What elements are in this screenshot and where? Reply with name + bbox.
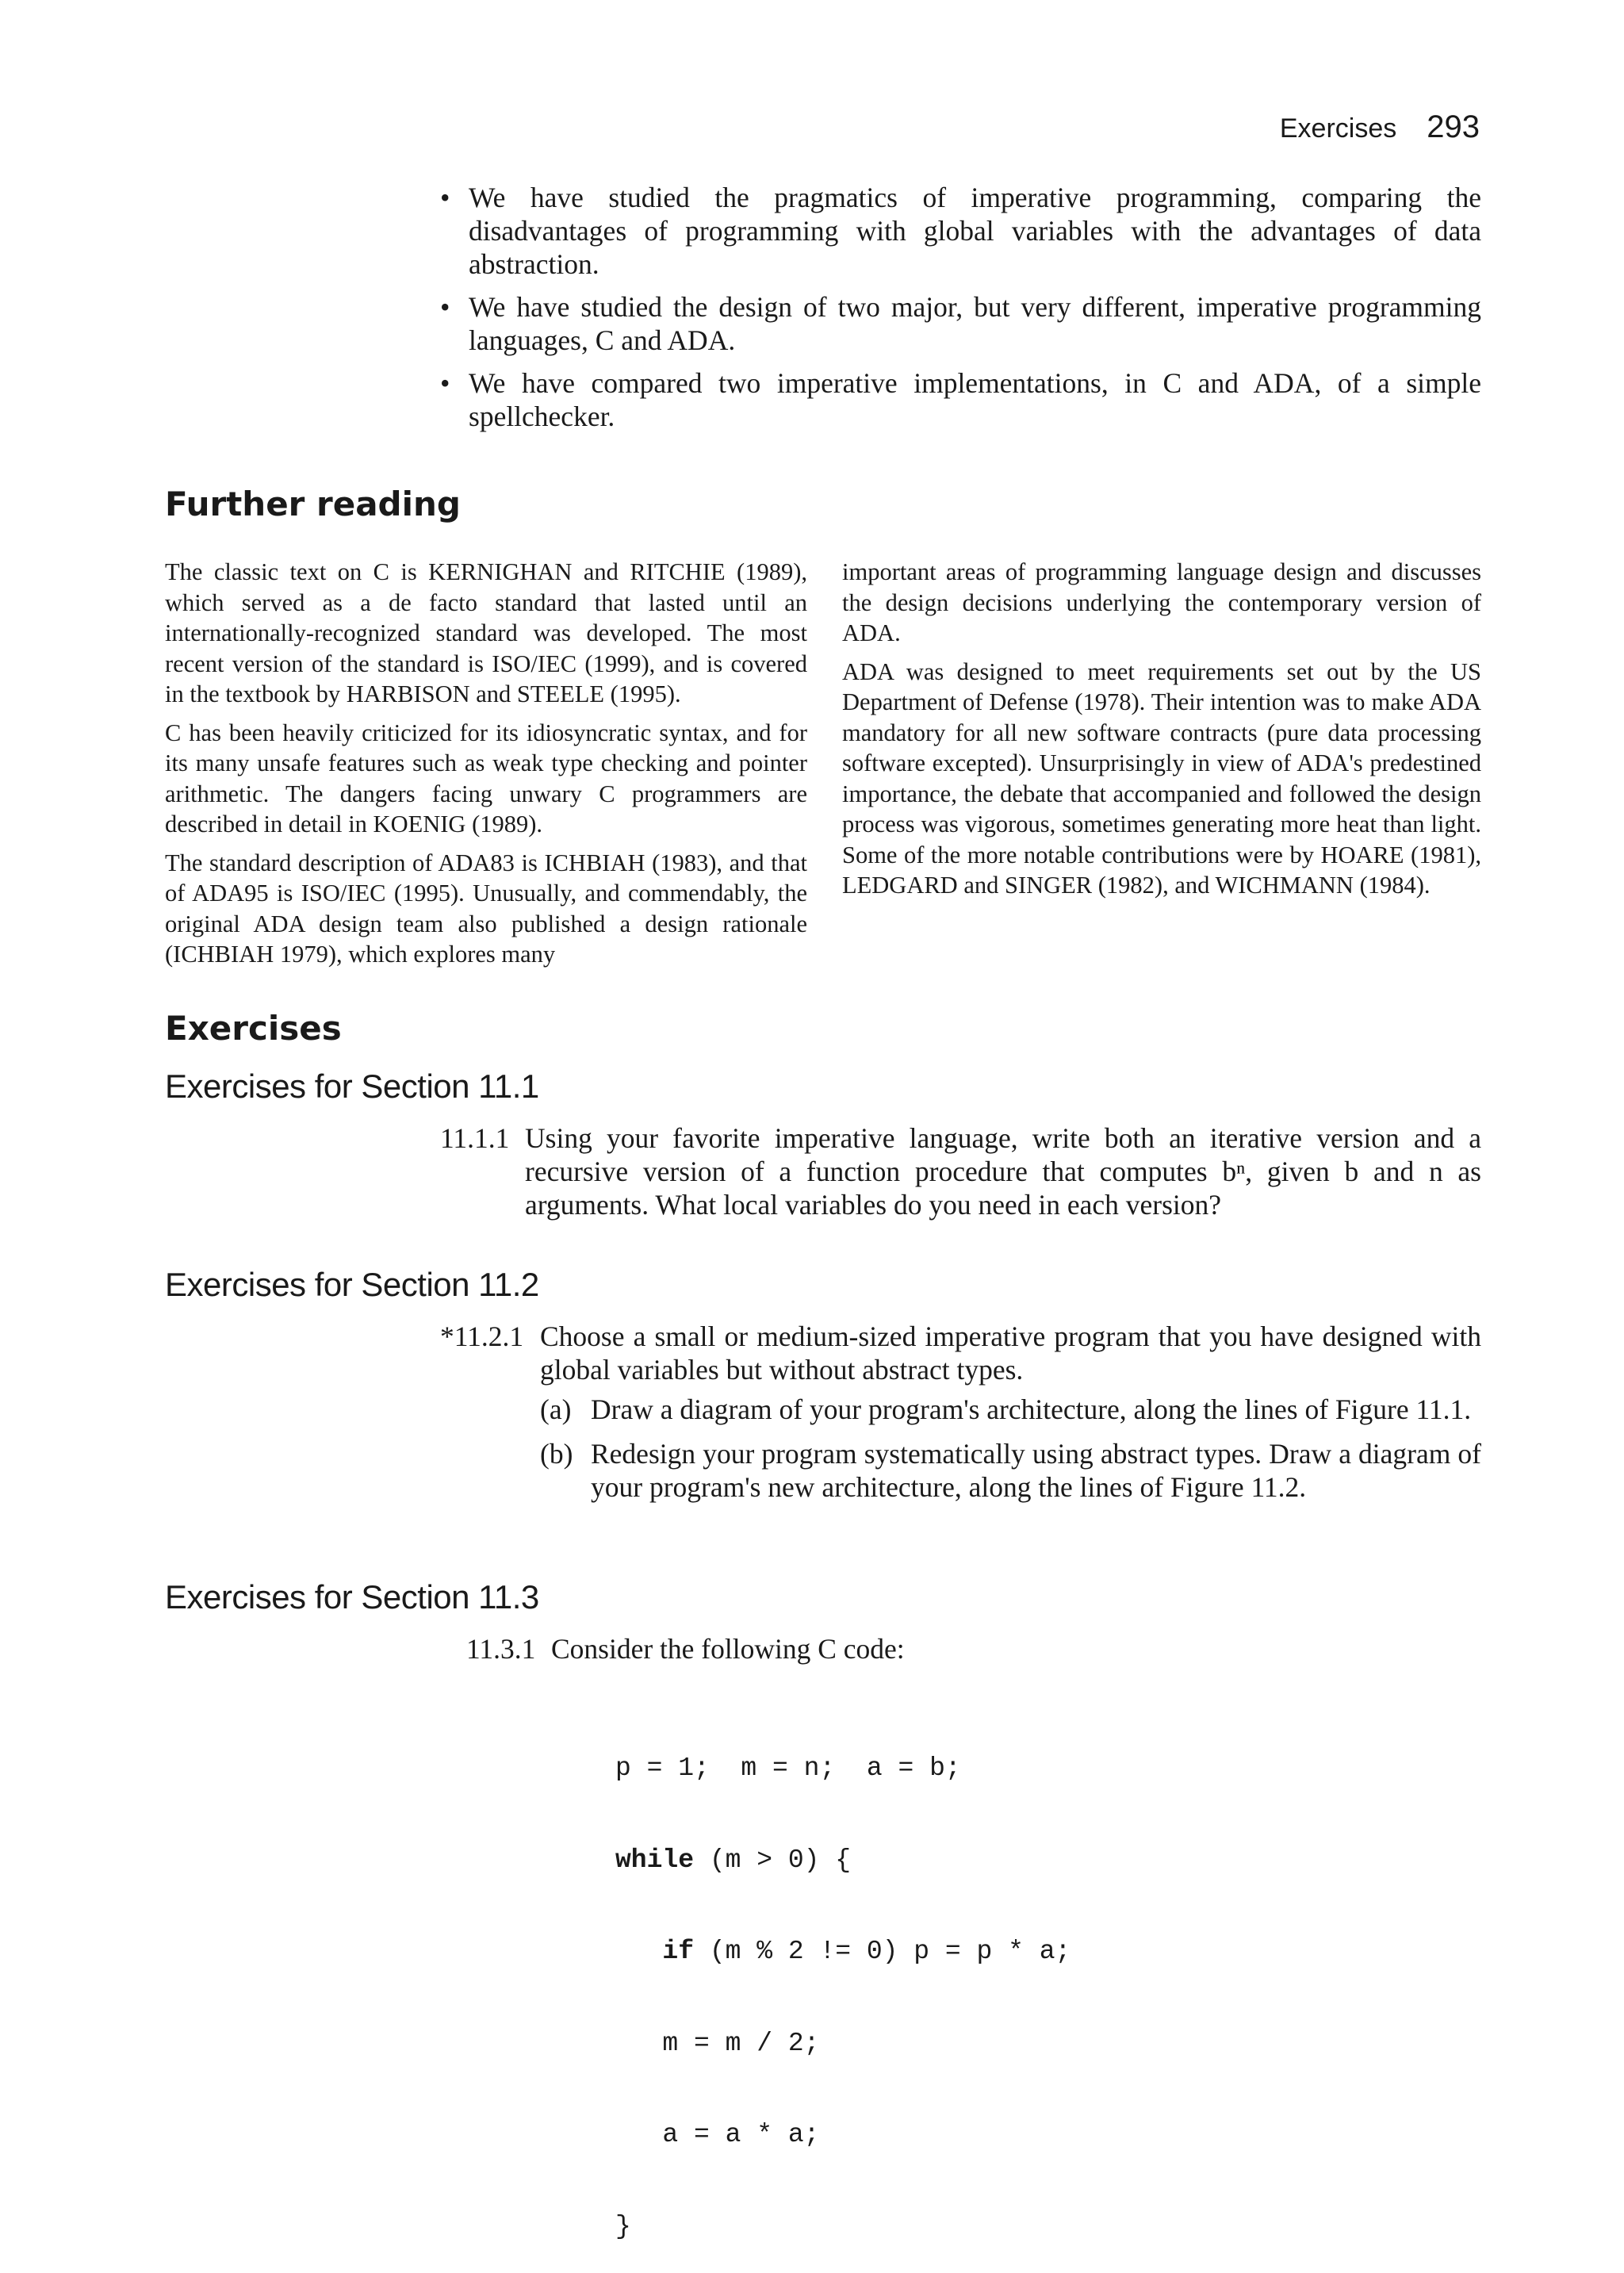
part-text: Draw a diagram of your program's architecture, along the lines of Figure 11.1. — [591, 1393, 1472, 1425]
code-keyword-if: if — [662, 1937, 695, 1966]
code-line: p = 1; m = n; a = b; — [615, 1754, 961, 1783]
code-line: a = a * a; — [615, 2120, 820, 2149]
further-reading-right-column — [842, 557, 1481, 909]
exercise-11-3-1 — [466, 1632, 1481, 1665]
section-11-1-heading: Exercises for Section 11.1 — [165, 1068, 539, 1105]
exercise-number: *11.2.1 — [440, 1320, 524, 1352]
code-line — [615, 1846, 1071, 1876]
bullet-text: We have studied the design of two major, but very different, imperative programming languages, C and ADA. — [469, 291, 1481, 356]
further-reading-heading: Further reading — [165, 485, 461, 523]
summary-bullet — [440, 366, 1481, 433]
section-11-3-heading: Exercises for Section 11.3 — [165, 1578, 539, 1616]
exercise-body — [440, 1320, 1481, 1504]
code-line-rest: (m % 2 != 0) p = p * a; — [694, 1937, 1071, 1966]
further-reading-paragraph: The classic text on C is KERNIGHAN and RITCHIE (1989), which served as a de facto standard that lasted until an internationally-recognized standard was developed. The most recent version of the standard is ISO/IEC (1999), and is covered in the textbook by HARBISON and STEELE (1995). — [165, 558, 807, 707]
further-reading-paragraph: ADA was designed to meet requirements set out by the US Department of Defense (1978). Their intention was to make ADA mandatory for all new software contracts (pure data processing software excepted). Unsurprisingly in view of ADA's predestined importance, the debate that accompanied and followed the design process was vigorous, sometimes generating more heat than light. Some of the more notable contributions were by HOARE (1981), LEDGARD and SINGER (1982), and WICHMANN (1984). — [842, 657, 1481, 899]
exercise-text: Consider the following C code: — [551, 1633, 905, 1665]
section-11-2-heading: Exercises for Section 11.2 — [165, 1266, 539, 1303]
bullet-dot-icon: • — [440, 367, 450, 399]
exercise-11-2-1 — [440, 1320, 1481, 1504]
exercises-heading: Exercises — [165, 1009, 342, 1048]
code-line: } — [615, 2211, 631, 2241]
summary-bullet-list — [440, 181, 1481, 443]
further-reading-paragraph: important areas of programming language design and discusses the design decisions underlying the contemporary version of ADA. — [842, 558, 1481, 646]
bullet-text: We have compared two imperative implementations, in C and ADA, of a simple spellchecker. — [469, 367, 1481, 432]
exercise-number: 11.3.1 — [466, 1633, 536, 1665]
header-title: Exercises — [1279, 113, 1397, 144]
exercise-part-a — [540, 1393, 1481, 1426]
bullet-dot-icon: • — [440, 182, 450, 213]
summary-bullet — [440, 181, 1481, 281]
further-reading-paragraph: C has been heavily criticized for its idiosyncratic syntax, and for its many unsafe features such as weak type checking and pointer arithmetic. The dangers facing unwary C programmers are described in detail in KOENIG (1989). — [165, 719, 807, 838]
exercise-number: 11.1.1 — [440, 1122, 510, 1154]
code-line-rest: (m > 0) { — [694, 1845, 852, 1875]
part-text: Redesign your program systematically using abstract types. Draw a diagram of your program's new architecture, along the lines of Figure 11.2. — [591, 1438, 1481, 1503]
code-line: m = m / 2; — [615, 2028, 820, 2058]
code-block — [615, 1692, 1071, 2273]
exercise-11-1-1 — [440, 1121, 1481, 1221]
running-header — [1280, 109, 1480, 145]
code-keyword-while: while — [615, 1845, 695, 1875]
code-line — [615, 1937, 1071, 1968]
exercise-part-b — [540, 1437, 1481, 1504]
further-reading-paragraph: The standard description of ADA83 is ICHBIAH (1983), and that of ADA95 is ISO/IEC (1995). Unusually, and commendably, the original ADA design team also published a design rationale (ICHBIAH 1979), which explores many — [165, 849, 807, 968]
bullet-dot-icon: • — [440, 291, 450, 323]
part-label: (a) — [540, 1393, 572, 1425]
further-reading-left-column — [165, 557, 807, 978]
exercise-text: Using your favorite imperative language, write both an iterative version and a recursive version of a function procedure that computes bⁿ, given b and n as arguments. What local variables do you need in each version? — [525, 1122, 1481, 1221]
summary-bullet — [440, 290, 1481, 357]
bullet-text: We have studied the pragmatics of imperative programming, comparing the disadvantages of programming with global variables with the advantages of data abstraction. — [469, 182, 1481, 280]
part-label: (b) — [540, 1438, 573, 1470]
exercise-text: Choose a small or medium-sized imperative program that you have designed with global variables but without abstract types. — [540, 1320, 1481, 1386]
page-number: 293 — [1427, 109, 1480, 144]
